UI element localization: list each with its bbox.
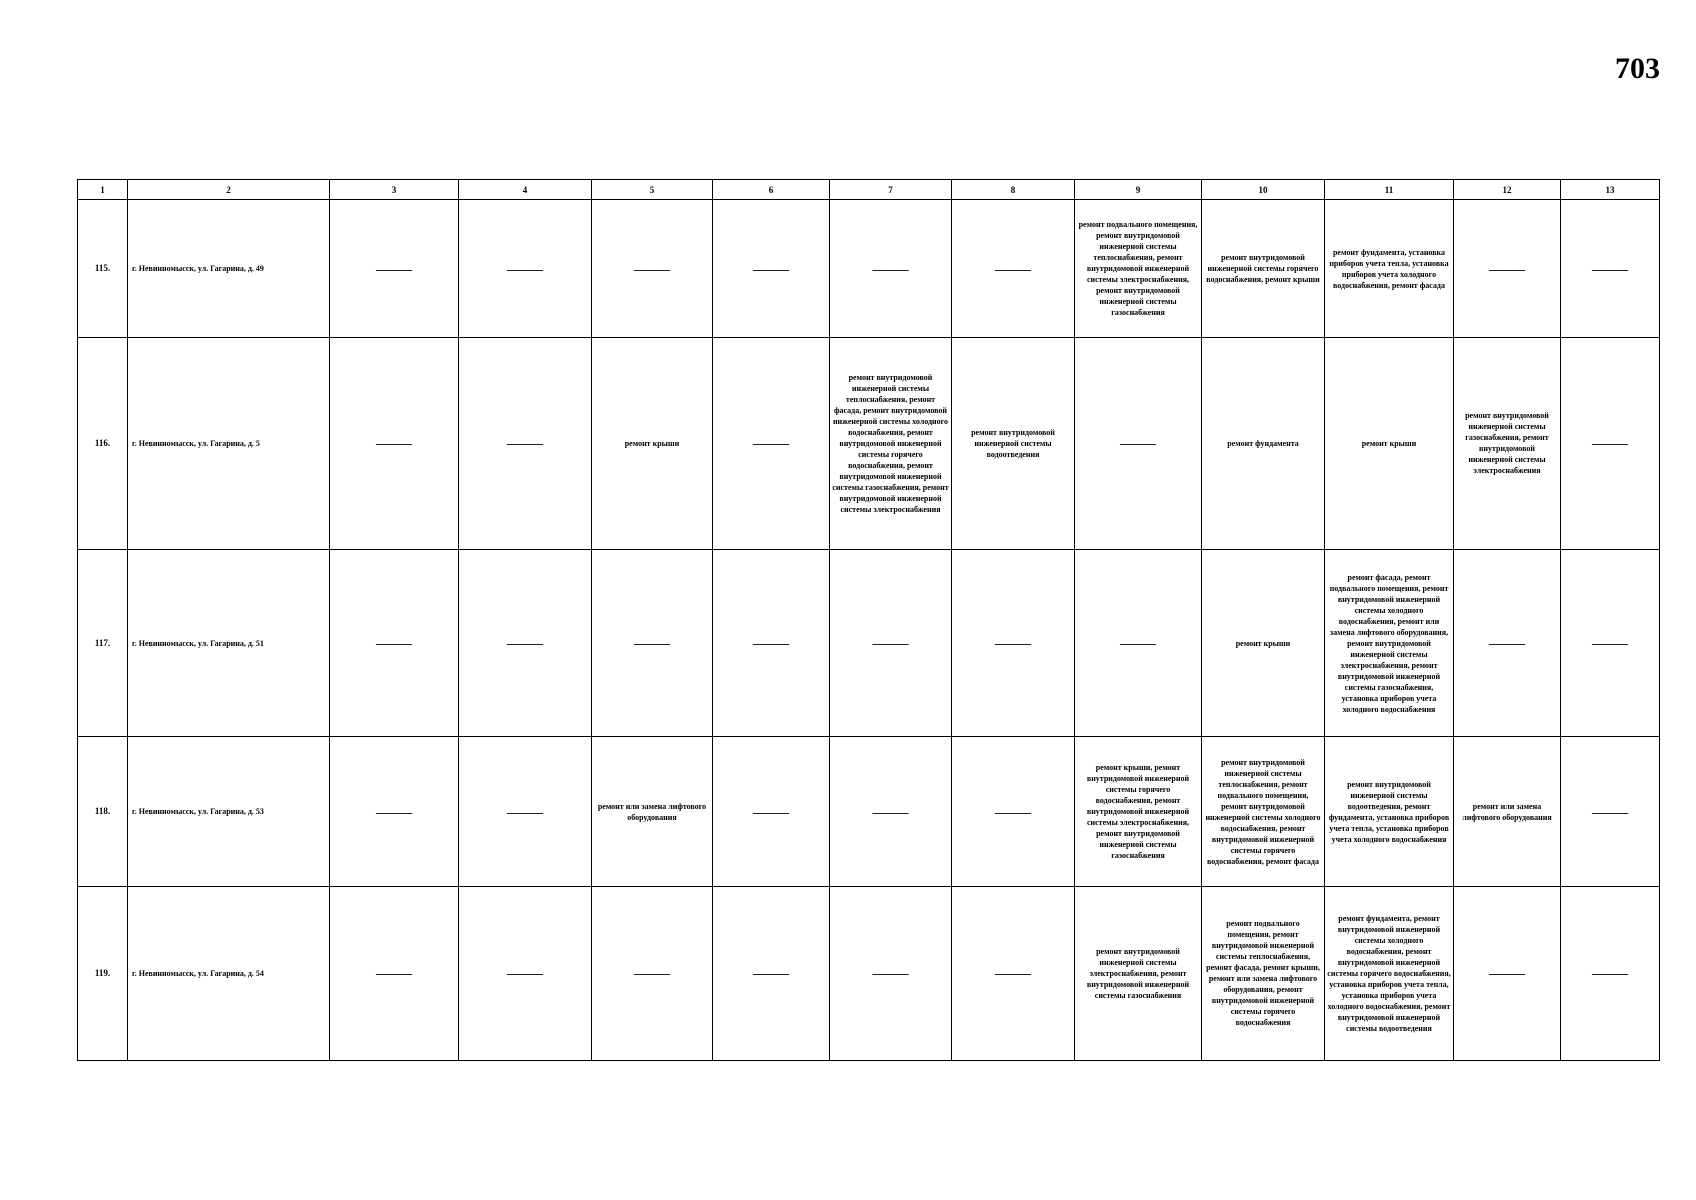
page-number: 703	[1615, 52, 1660, 85]
table-row	[78, 550, 1660, 737]
table-cell: ремонт внутридомовой инженерной системы теплоснабжения, ремонт фасада, ремонт внутридомовой инженерной системы холодного водоснабжения, ремонт внутридомовой инженерной системы горячего водоснабжения, ремонт внутридомовой инженерной системы газоснабжения, ремонт внутридомовой инженерной системы электроснабжения	[830, 337, 952, 549]
repair-schedule-table	[77, 179, 1660, 1061]
table-cell: ——	[830, 886, 952, 1060]
table-cell: ——	[1561, 737, 1660, 887]
table-cell: ——	[1561, 886, 1660, 1060]
table-row	[78, 337, 1660, 549]
table-cell: ——	[952, 550, 1075, 737]
column-header: 8	[952, 180, 1075, 200]
table-cell: ——	[592, 886, 713, 1060]
table-cell: ремонт фундамента, установка приборов учета тепла, установка приборов учета холодного водоснабжения, ремонт фасада	[1325, 200, 1454, 338]
table-cell: ремонт крыши	[592, 337, 713, 549]
column-header: 12	[1454, 180, 1561, 200]
column-header: 10	[1202, 180, 1325, 200]
column-header: 9	[1075, 180, 1202, 200]
table-row	[78, 737, 1660, 887]
table-cell: ремонт крыши	[1325, 337, 1454, 549]
table-cell: ——	[713, 337, 830, 549]
table-row	[78, 200, 1660, 338]
table-cell: ремонт внутридомовой инженерной системы теплоснабжения, ремонт подвального помещения, ремонт внутридомовой инженерной системы холодного водоснабжения, ремонт внутридомовой инженерной системы горячего водоснабжения, ремонт фасада	[1202, 737, 1325, 887]
table-cell: ——	[592, 200, 713, 338]
table-cell: ——	[459, 886, 592, 1060]
table-cell: ——	[713, 886, 830, 1060]
table-cell: ремонт или замена лифтового оборудования	[592, 737, 713, 887]
column-header: 13	[1561, 180, 1660, 200]
table-cell: ремонт внутридомовой инженерной системы электроснабжения, ремонт внутридомовой инженерной системы газоснабжения	[1075, 886, 1202, 1060]
table-cell: ремонт фасада, ремонт подвального помещения, ремонт внутридомовой инженерной системы холодного водоснабжения, ремонт или замена лифтового оборудования, ремонт внутридомовой инженерной системы электроснабжения, ремонт внутридомовой инженерной системы газоснабжения, установка приборов учета холодного водоснабжения	[1325, 550, 1454, 737]
address-cell: г. Невинномысск, ул. Гагарина, д. 54	[128, 886, 330, 1060]
table-cell: ——	[1561, 200, 1660, 338]
address-cell: г. Невинномысск, ул. Гагарина, д. 51	[128, 550, 330, 737]
column-header: 5	[592, 180, 713, 200]
table-cell: ремонт подвального помещения, ремонт внутридомовой инженерной системы теплоснабжения, ремонт внутридомовой инженерной системы электроснабжения, ремонт внутридомовой инженерной системы газоснабжения	[1075, 200, 1202, 338]
table-cell: ——	[1454, 550, 1561, 737]
table-cell: ремонт фундамента	[1202, 337, 1325, 549]
row-number: 119.	[78, 886, 128, 1060]
table-cell: ремонт фундамента, ремонт внутридомовой инженерной системы холодного водоснабжения, ремонт внутридомовой инженерной системы горячего водоснабжения, установка приборов учета тепла, установка приборов учета холодного водоснабжения, ремонт внутридомовой инженерной системы водоотведения	[1325, 886, 1454, 1060]
table-cell: ——	[1075, 337, 1202, 549]
table-cell: ремонт крыши	[1202, 550, 1325, 737]
column-header: 2	[128, 180, 330, 200]
table-cell: ——	[330, 550, 459, 737]
row-number: 117.	[78, 550, 128, 737]
table-cell: ремонт внутридомовой инженерной системы водоотведения	[952, 337, 1075, 549]
table-cell: ремонт внутридомовой инженерной системы горячего водоснабжения, ремонт крыши	[1202, 200, 1325, 338]
table-cell: ——	[1561, 337, 1660, 549]
table-cell: ——	[830, 550, 952, 737]
column-header: 11	[1325, 180, 1454, 200]
table-cell: ——	[459, 200, 592, 338]
table-cell: ——	[330, 886, 459, 1060]
table-cell: ——	[330, 200, 459, 338]
table-cell: ——	[830, 737, 952, 887]
table-cell: ——	[459, 337, 592, 549]
table-cell: ——	[952, 886, 1075, 1060]
row-number: 118.	[78, 737, 128, 887]
column-number-row	[78, 180, 1660, 200]
table-cell: ——	[713, 550, 830, 737]
table-cell: ремонт или замена лифтового оборудования	[1454, 737, 1561, 887]
table-cell: ——	[830, 200, 952, 338]
address-cell: г. Невинномысск, ул. Гагарина, д. 5	[128, 337, 330, 549]
table-cell: ——	[592, 550, 713, 737]
address-cell: г. Невинномысск, ул. Гагарина, д. 53	[128, 737, 330, 887]
table-cell: ——	[1561, 550, 1660, 737]
table-cell: ——	[459, 737, 592, 887]
table-cell: ремонт внутридомовой инженерной системы водоотведения, ремонт фундамента, установка приборов учета тепла, установка приборов учета холодного водоснабжения	[1325, 737, 1454, 887]
row-number: 115.	[78, 200, 128, 338]
table-cell: ——	[1075, 550, 1202, 737]
row-number: 116.	[78, 337, 128, 549]
table-cell: ——	[330, 337, 459, 549]
table-cell: ——	[1454, 886, 1561, 1060]
column-header: 1	[78, 180, 128, 200]
table-cell: ——	[459, 550, 592, 737]
address-cell: г. Невинномысск, ул. Гагарина, д. 49	[128, 200, 330, 338]
table-cell: ремонт внутридомовой инженерной системы газоснабжения, ремонт внутридомовой инженерной системы электроснабжения	[1454, 337, 1561, 549]
table-cell: ——	[330, 737, 459, 887]
table-cell: ——	[952, 200, 1075, 338]
table-cell: ремонт подвального помещения, ремонт внутридомовой инженерной системы теплоснабжения, ремонт фасада, ремонт крыши, ремонт или замена лифтового оборудования, ремонт внутридомовой инженерной системы горячего водоснабжения	[1202, 886, 1325, 1060]
table-cell: ——	[713, 200, 830, 338]
table-cell: ——	[713, 737, 830, 887]
table-row	[78, 886, 1660, 1060]
column-header: 4	[459, 180, 592, 200]
column-header: 3	[330, 180, 459, 200]
table-cell: ——	[1454, 200, 1561, 338]
table-cell: ——	[952, 737, 1075, 887]
column-header: 6	[713, 180, 830, 200]
column-header: 7	[830, 180, 952, 200]
table-cell: ремонт крыши, ремонт внутридомовой инженерной системы горячего водоснабжения, ремонт внутридомовой инженерной системы электроснабжения, ремонт внутридомовой инженерной системы газоснабжения	[1075, 737, 1202, 887]
